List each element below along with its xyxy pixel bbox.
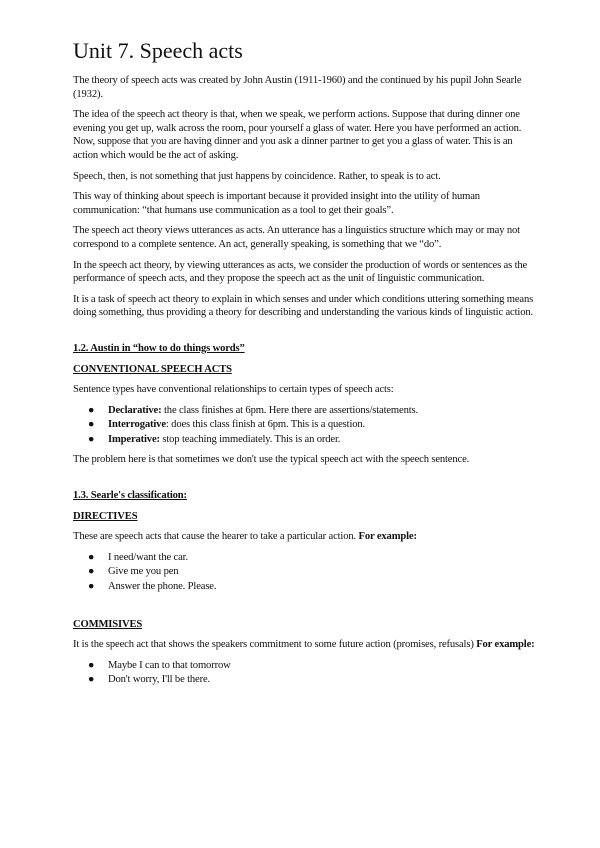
document-page (73, 38, 535, 694)
list-item (73, 433, 535, 447)
bullet-icon: ● (88, 551, 95, 563)
paragraph-4: This way of thinking about speech is important because it provided insight into the utility of human communication: “that humans use communication as a tool to get their goals”. (73, 191, 480, 216)
list-item (73, 418, 535, 432)
paragraph-7: It is a task of speech act theory to explain in which senses and under which conditions uttering something means doing something, thus providing a theory for describing and understanding the various kinds of linguistic action. (73, 293, 534, 319)
list-item: ● Don't worry, I'll be there. (88, 674, 211, 686)
paragraph-2: The idea of the speech act theory is that, when we speak, we perform actions. Suppose that during dinner one evening you get up, walk across the room, pour yourself a glass of water. Here you have performed an action. Now, suppose that you are having dinner and you ask a dinner partner to get you a glass of water. This is an action which would be the act of asking. (73, 109, 522, 161)
section-heading-searle: 1.3. Searle's classification: (73, 490, 187, 502)
austin-intro: Sentence types have conventional relationships to certain types of speech acts: (73, 384, 394, 396)
austin-closing: The problem here is that sometimes we don't use the typical speech act with the speech sentence. (73, 454, 470, 466)
subheading-directives: DIRECTIVES (73, 510, 138, 522)
list-term: Imperative: (108, 433, 160, 445)
list-text: : does this class finish at 6pm. This is a question. (165, 419, 366, 431)
list-text: the class finishes at 6pm. Here there are assertions/statements. (161, 404, 418, 416)
subheading-conventional-speech-acts: CONVENTIONAL SPEECH ACTS (73, 363, 232, 375)
paragraph-5: The speech act theory views utterances as acts. An utterance has a linguistics structure which may or may not correspond to a complete sentence. An act, generally speaking, is something that we “do”. (73, 225, 520, 250)
list-item: ● Maybe I can to that tomorrow (88, 659, 231, 671)
bullet-icon: ● (88, 581, 95, 593)
bullet-icon: ● (88, 674, 95, 686)
bullet-icon: ● (88, 404, 95, 416)
list-item: ● Give me you pen (88, 566, 179, 578)
list-term: Interrogative (108, 419, 166, 431)
sentence-types-list (73, 404, 535, 447)
bullet-icon: ● (88, 659, 95, 671)
commisives-intro: It is the speech act that shows the speakers commitment to some future action (promises, refusals) For example: (73, 639, 535, 651)
paragraph-1: The theory of speech acts was created by John Austin (1911-1960) and the continued by his pupil John Searle (1932). (73, 75, 522, 100)
directives-list (73, 551, 535, 594)
list-item: ● Answer the phone. Please. (88, 581, 217, 593)
list-term: Declarative: (108, 404, 162, 416)
paragraph-6: In the speech act theory, by viewing utterances as acts, we consider the production of words or sentences as the performance of speech acts, and they propose the speech act as the unit of linguistic communication. (73, 259, 528, 285)
commisives-list (73, 659, 535, 687)
list-text: stop teaching immediately. This is an order. (159, 433, 341, 445)
page-title: Unit 7. Speech acts (73, 38, 243, 63)
list-item: ● I need/want the car. (88, 551, 188, 563)
bullet-icon: ● (88, 566, 95, 578)
bullet-icon: ● (88, 433, 95, 445)
section-heading-austin: 1.2. Austin in “how to do things words” (73, 342, 245, 354)
paragraph-3: Speech, then, is not something that just happens by coincidence. Rather, to speak is to act. (73, 170, 441, 182)
list-item (73, 404, 535, 418)
bullet-icon: ● (88, 419, 95, 431)
subheading-commisives: COMMISIVES (73, 618, 143, 630)
directives-intro: These are speech acts that cause the hearer to take a particular action. For example: (73, 531, 417, 543)
